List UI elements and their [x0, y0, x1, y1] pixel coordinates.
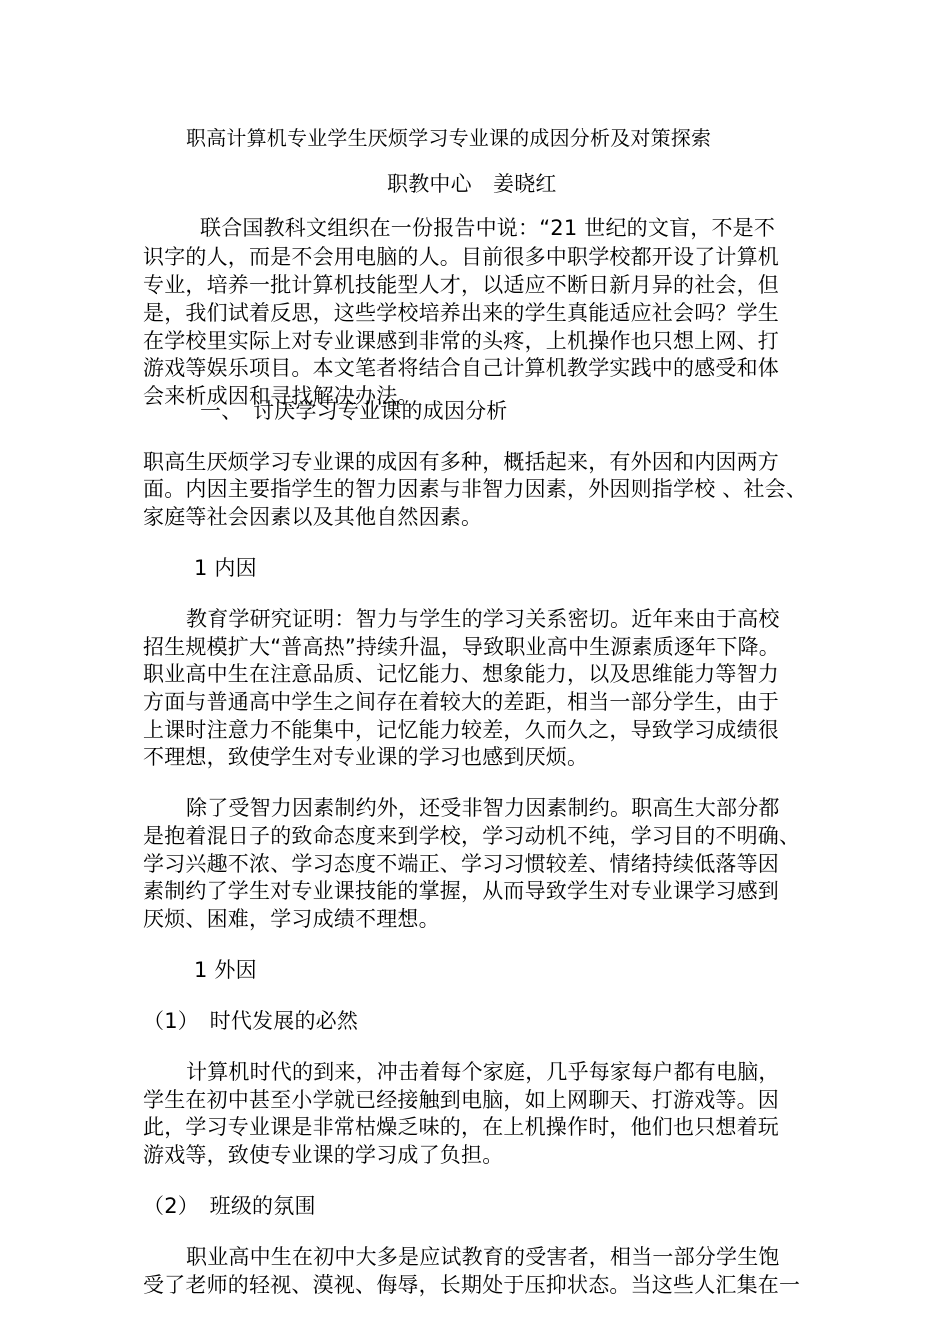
item-heading: （2） 班级的氛围 [143, 1194, 316, 1218]
text-line: 方面与普通高中学生之间存在着较大的差距，相当一部分学生，由于 [143, 690, 779, 714]
text-line: 厌烦、困难，学习成绩不理想。 [143, 907, 440, 931]
text-line: 职业高中生在注意品质、记忆能力、想象能力，以及思维能力等智力 [143, 662, 779, 686]
document-author: 职教中心 姜晓红 [387, 172, 557, 196]
text-line: 是抱着混日子的致命态度来到学校，学习动机不纯，学习目的不明确、 [143, 824, 801, 848]
text-line: 计算机时代的到来，冲击着每个家庭，几乎每家每户都有电脑， [186, 1060, 780, 1084]
section-heading: 一、 讨厌学习专业课的成因分析 [200, 399, 508, 423]
text-line: 游戏等，致使专业课的学习成了负担。 [143, 1143, 504, 1167]
text-line: 教育学研究证明：智力与学生的学习关系密切。近年来由于高校 [186, 607, 780, 631]
subsection-heading: 1 内因 [194, 556, 257, 580]
text-line: 职业高中生在初中大多是应试教育的受害者，相当一部分学生饱 [186, 1245, 780, 1269]
text-line: 素制约了学生对专业课技能的掌握，从而导致学生对专业课学习感到 [143, 879, 779, 903]
text-line: 在学校里实际上对专业课感到非常的头疼，上机操作也只想上网、打 [143, 329, 779, 353]
text-line: 不理想，致使学生对专业课的学习也感到厌烦。 [143, 745, 589, 769]
text-line: 此，学习专业课是非常枯燥乏味的，在上机操作时，他们也只想着玩 [143, 1115, 779, 1139]
text-line: 是，我们试着反思，这些学校培养出来的学生真能适应社会吗？学生 [143, 301, 779, 325]
text-line: 识字的人，而是不会用电脑的人。目前很多中职学校都开设了计算机 [143, 245, 779, 269]
document-title: 职高计算机专业学生厌烦学习专业课的成因分析及对策探索 [186, 126, 712, 150]
text-line: 招生规模扩大“普高热”持续升温，导致职业高中生源素质逐年下降。 [143, 635, 780, 659]
subsection-heading: 1 外因 [194, 958, 257, 982]
text-line: 面。内因主要指学生的智力因素与非智力因素，外因则指学校 、社会、 [143, 477, 808, 501]
text-line: 职高生厌烦学习专业课的成因有多种，概括起来，有外因和内因两方 [143, 450, 779, 474]
item-heading: （1） 时代发展的必然 [143, 1009, 359, 1033]
text-line: 会来析成因和寻找解决办法。 [143, 384, 419, 408]
text-line: 学习兴趣不浓、学习态度不端正、学习习惯较差、情绪持续低落等因 [143, 852, 779, 876]
text-line: 游戏等娱乐项目。本文笔者将结合自己计算机教学实践中的感受和体 [143, 356, 779, 380]
text-line: 受了老师的轻视、漠视、侮辱，长期处于压抑状态。当这些人汇集在一 [143, 1273, 801, 1297]
text-line: 家庭等社会因素以及其他自然因素。 [143, 505, 483, 529]
text-line: 学生在初中甚至小学就已经接触到电脑，如上网聊天、打游戏等。因 [143, 1088, 779, 1112]
text-line: 联合国教科文组织在一份报告中说：“21 世纪的文盲，不是不 [200, 216, 776, 240]
text-line: 除了受智力因素制约外，还受非智力因素制约。职高生大部分都 [186, 796, 780, 820]
text-line: 专业，培养一批计算机技能型人才，以适应不断日新月异的社会，但 [143, 273, 779, 297]
text-line: 上课时注意力不能集中，记忆能力较差，久而久之，导致学习成绩很 [143, 718, 779, 742]
